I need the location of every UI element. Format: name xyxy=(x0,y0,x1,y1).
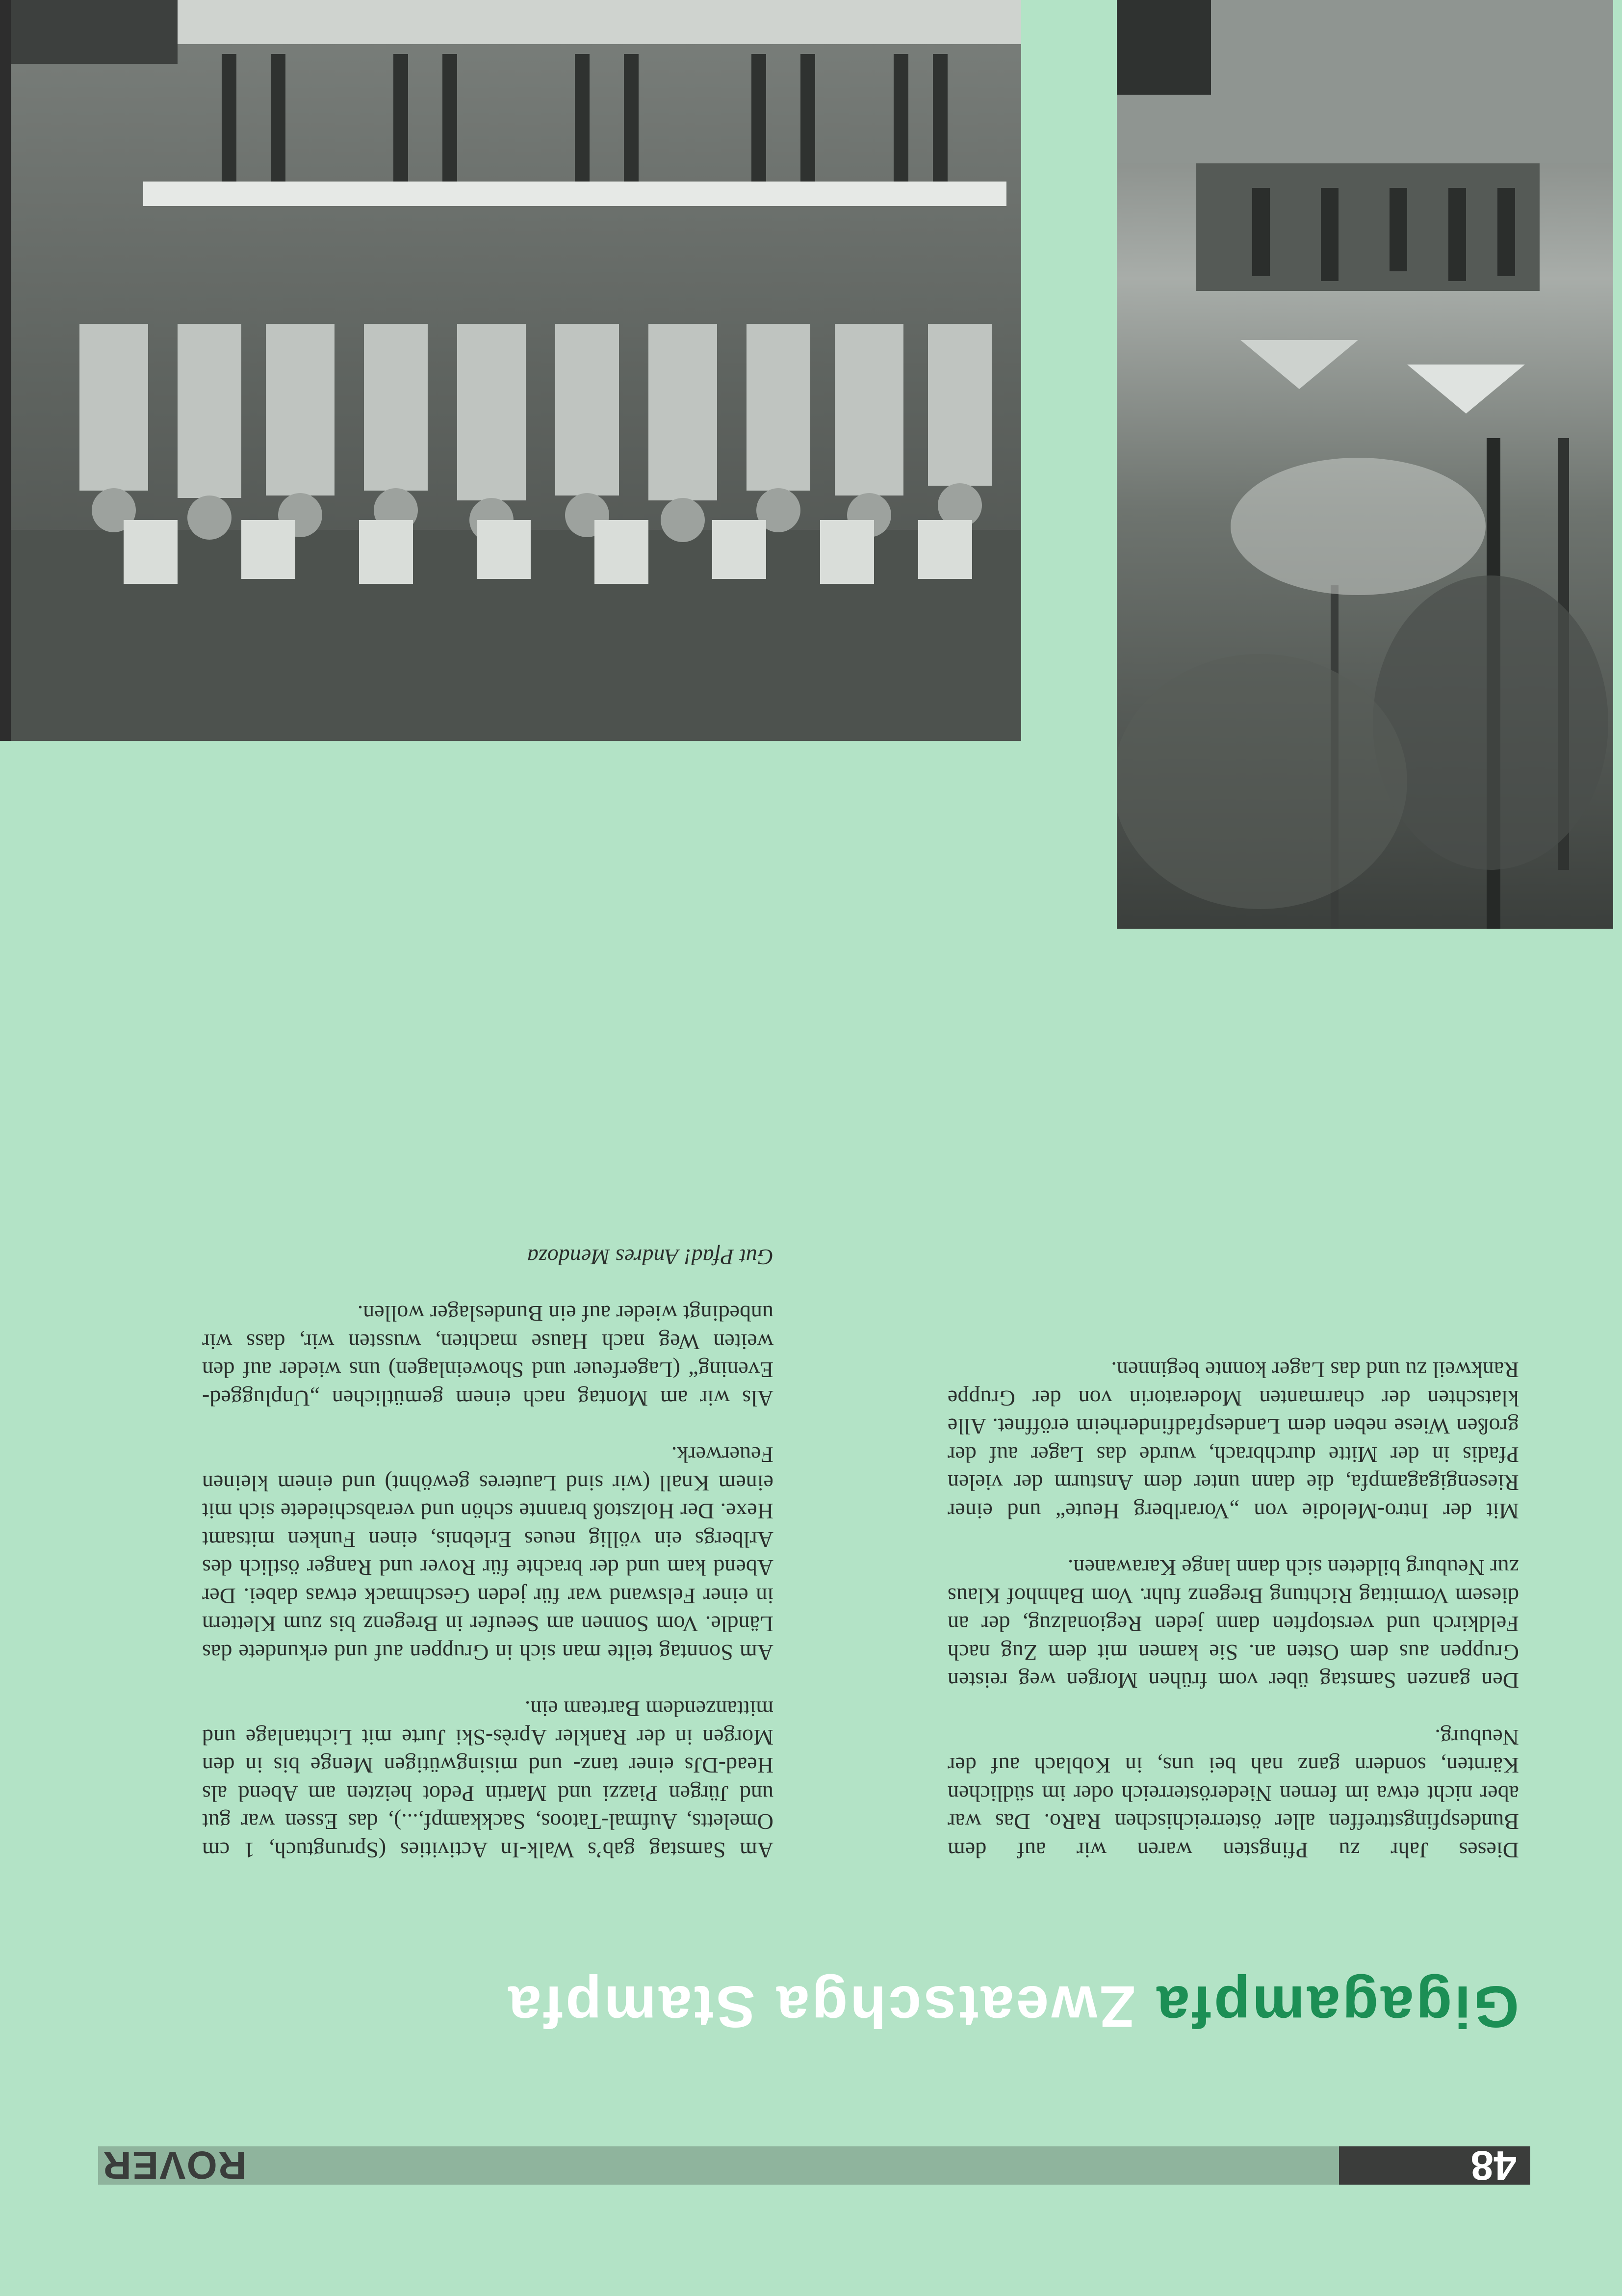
page-number: 48 xyxy=(1339,2146,1530,2185)
paragraph: Den ganzen Samstag über vom frühen Morgen weg reisten Gruppen aus dem Osten an. Sie kamen mit dem Zug nach Feldkirch und verstopften dann jeden Regionalzug, der an diesem Vormittag Richtung Bregenz fuhr. Vom Bahnhof Klaus zur Neuburg bildeten sich dann lange Karawanen. xyxy=(948,1555,1519,1694)
section-band xyxy=(98,2143,1339,2187)
header-bar xyxy=(0,2129,1622,2296)
paragraph: Am Sonntag teilte man sich in Gruppen auf und erkundete das Ländle. Vom Sonnen am Seeufer in Bregenz bis zum Klettern in einer Felswand war für jeden Geschmack etwas dabei. Der Abend kam und der brachte für Rover und Ranger östlich des Arlbergs ein völlig neues Erlebnis, einen Funken mitsamt Hexe. Der Holzstoß brannte schön und verabschiedete sich mit einem Knall (wir sind Lauteres gewöhnt) und einem kleinen Feuerwerk. xyxy=(202,1442,773,1665)
article-column-left xyxy=(948,1328,1519,1864)
paragraph: Mit der Intro-Melodie von „Vorarlberg Heute“ und einer Riesengigagampfa, die dann unter dem Ansturm der vielen Pfadis in der Mitte durchbrach, wurde das Lager auf der großen Wiese neben dem Landespfadfinderheim eröffnet. Alle klatschten der charmanten Moderatorin von der Gruppe Rankweil zu und das Lager konnte beginnen. xyxy=(948,1357,1519,1524)
forest-camp-photo xyxy=(1117,0,1613,929)
article-column-right xyxy=(202,1215,773,1865)
paragraph: Dieses Jahr zu Pfingsten waren wir auf dem Bundespfingsttreffen aller österreichischen RaRo. Das war aber nicht etwa im fernen Niederösterreich oder im südlichen Kärnten, sondern ganz nah bei uns, in Koblach auf der Neuburg. xyxy=(948,1725,1519,1863)
author-signature: Gut Pfad! Andres Mendoza xyxy=(527,1245,773,1270)
section-label: ROVER xyxy=(98,2146,247,2185)
title-part-green: Gigagampfa xyxy=(1154,1974,1519,2039)
photo-edge xyxy=(0,0,11,741)
paragraph: Als wir am Montag nach einem gemütlichen „Unplugged-Evening“ (Lagerfeuer und Showeinlagen) uns wieder auf den weiten Weg nach Hause machten, wussten wir, dass wir unbedingt wieder auf ein Bundeslager wollen. xyxy=(202,1301,773,1411)
group-photo xyxy=(0,0,1021,741)
title-part-white: Zweatschga Stampfa xyxy=(506,1974,1136,2039)
paragraph: Am Samstag gab’s Walk-In Activities (Sprungtuch, 1 cm Omeletts, Aufmal-Tatoos, Sackkampf,...), das Essen war gut und Jürgen Piazzi und Martin Pedot heizten am Abend als Head-DJs einer tanz- und misingwütigen Menge bis in den Morgen in der Rankler Après-Ski Jurte mit Lichtanlage und mittanzendem Barteam ein. xyxy=(202,1696,773,1863)
article-title xyxy=(97,1972,1519,2041)
